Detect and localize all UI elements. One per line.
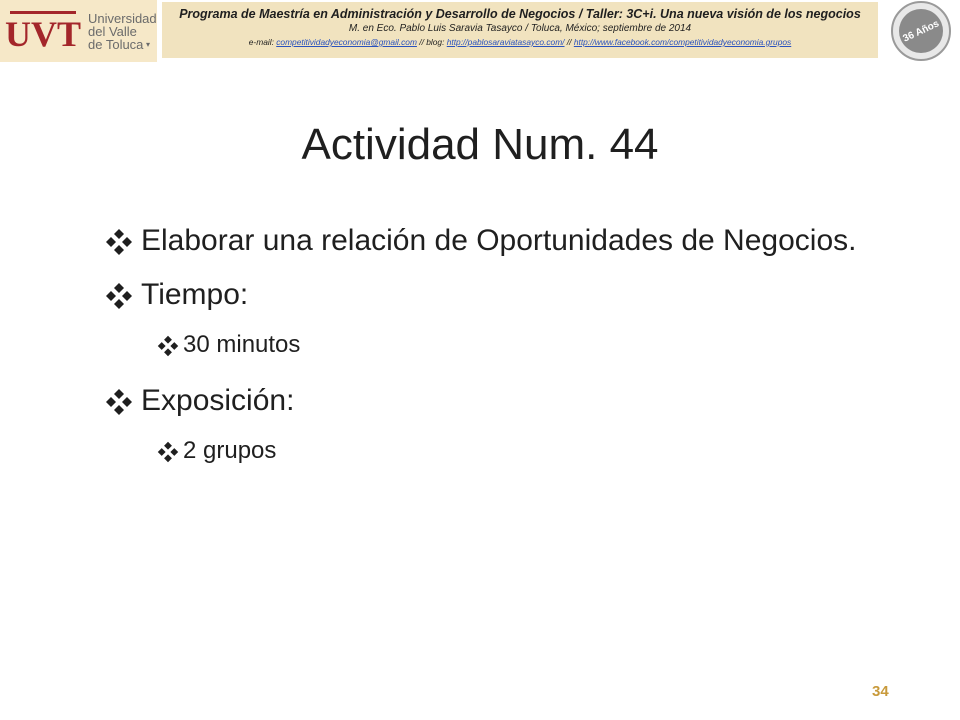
banner-contact-line: [162, 37, 878, 47]
blog-link[interactable]: http://pablosaraviatasayco.com/: [446, 37, 565, 47]
blog-separator: // blog:: [416, 37, 447, 47]
university-logo: [0, 0, 157, 62]
four-diamond-bullet-icon: [157, 330, 183, 357]
bullet-item: [105, 222, 905, 260]
bullet-list: [105, 222, 905, 488]
bullet-text: Tiempo:: [141, 278, 249, 311]
logo-line-1: Universidad: [88, 11, 157, 26]
page-number: 34: [872, 683, 889, 700]
facebook-link[interactable]: http://www.facebook.com/competitividadyeconomia.grupos: [573, 37, 792, 47]
bullet-item: [105, 276, 905, 314]
bullet-text: Exposición:: [141, 384, 295, 417]
logo-line-2: del Valle: [88, 24, 137, 39]
program-banner: [162, 2, 878, 58]
logo-mark-text: UVT: [4, 14, 82, 54]
email-prefix: e-mail:: [248, 37, 277, 47]
uvt-logo-icon: [4, 8, 82, 54]
slide-title: Actividad Num. 44: [301, 120, 659, 169]
facebook-separator: //: [564, 37, 574, 47]
sub-bullet-item: [105, 436, 905, 466]
sub-bullet-item: [105, 330, 905, 360]
email-link[interactable]: competitividadyeconomia@gmail.com: [276, 37, 417, 47]
anniversary-seal-icon: [890, 0, 952, 62]
banner-program-title: Programa de Maestría en Administración y Desarrollo de Negocios / Taller: 3C+i. Una nueva visión de los negocios: [179, 7, 861, 21]
four-diamond-bullet-icon: [157, 436, 183, 463]
four-diamond-bullet-icon: [105, 382, 141, 416]
banner-author-line: M. en Eco. Pablo Luis Saravia Tasayco / Toluca, México; septiembre de 2014: [348, 23, 692, 34]
four-diamond-bullet-icon: [105, 222, 141, 256]
bullet-text: Elaborar una relación de Oportunidades de Negocios.: [141, 224, 857, 257]
logo-caret-icon: ▾: [146, 40, 151, 49]
seal-text: 36 Años: [901, 18, 941, 45]
sub-bullet-text: 2 grupos: [183, 437, 277, 464]
slide-header: [0, 0, 960, 62]
bullet-item: [105, 382, 905, 420]
sub-bullet-text: 30 minutos: [183, 331, 301, 358]
logo-line-3: de Toluca: [88, 37, 144, 52]
four-diamond-bullet-icon: [105, 276, 141, 310]
